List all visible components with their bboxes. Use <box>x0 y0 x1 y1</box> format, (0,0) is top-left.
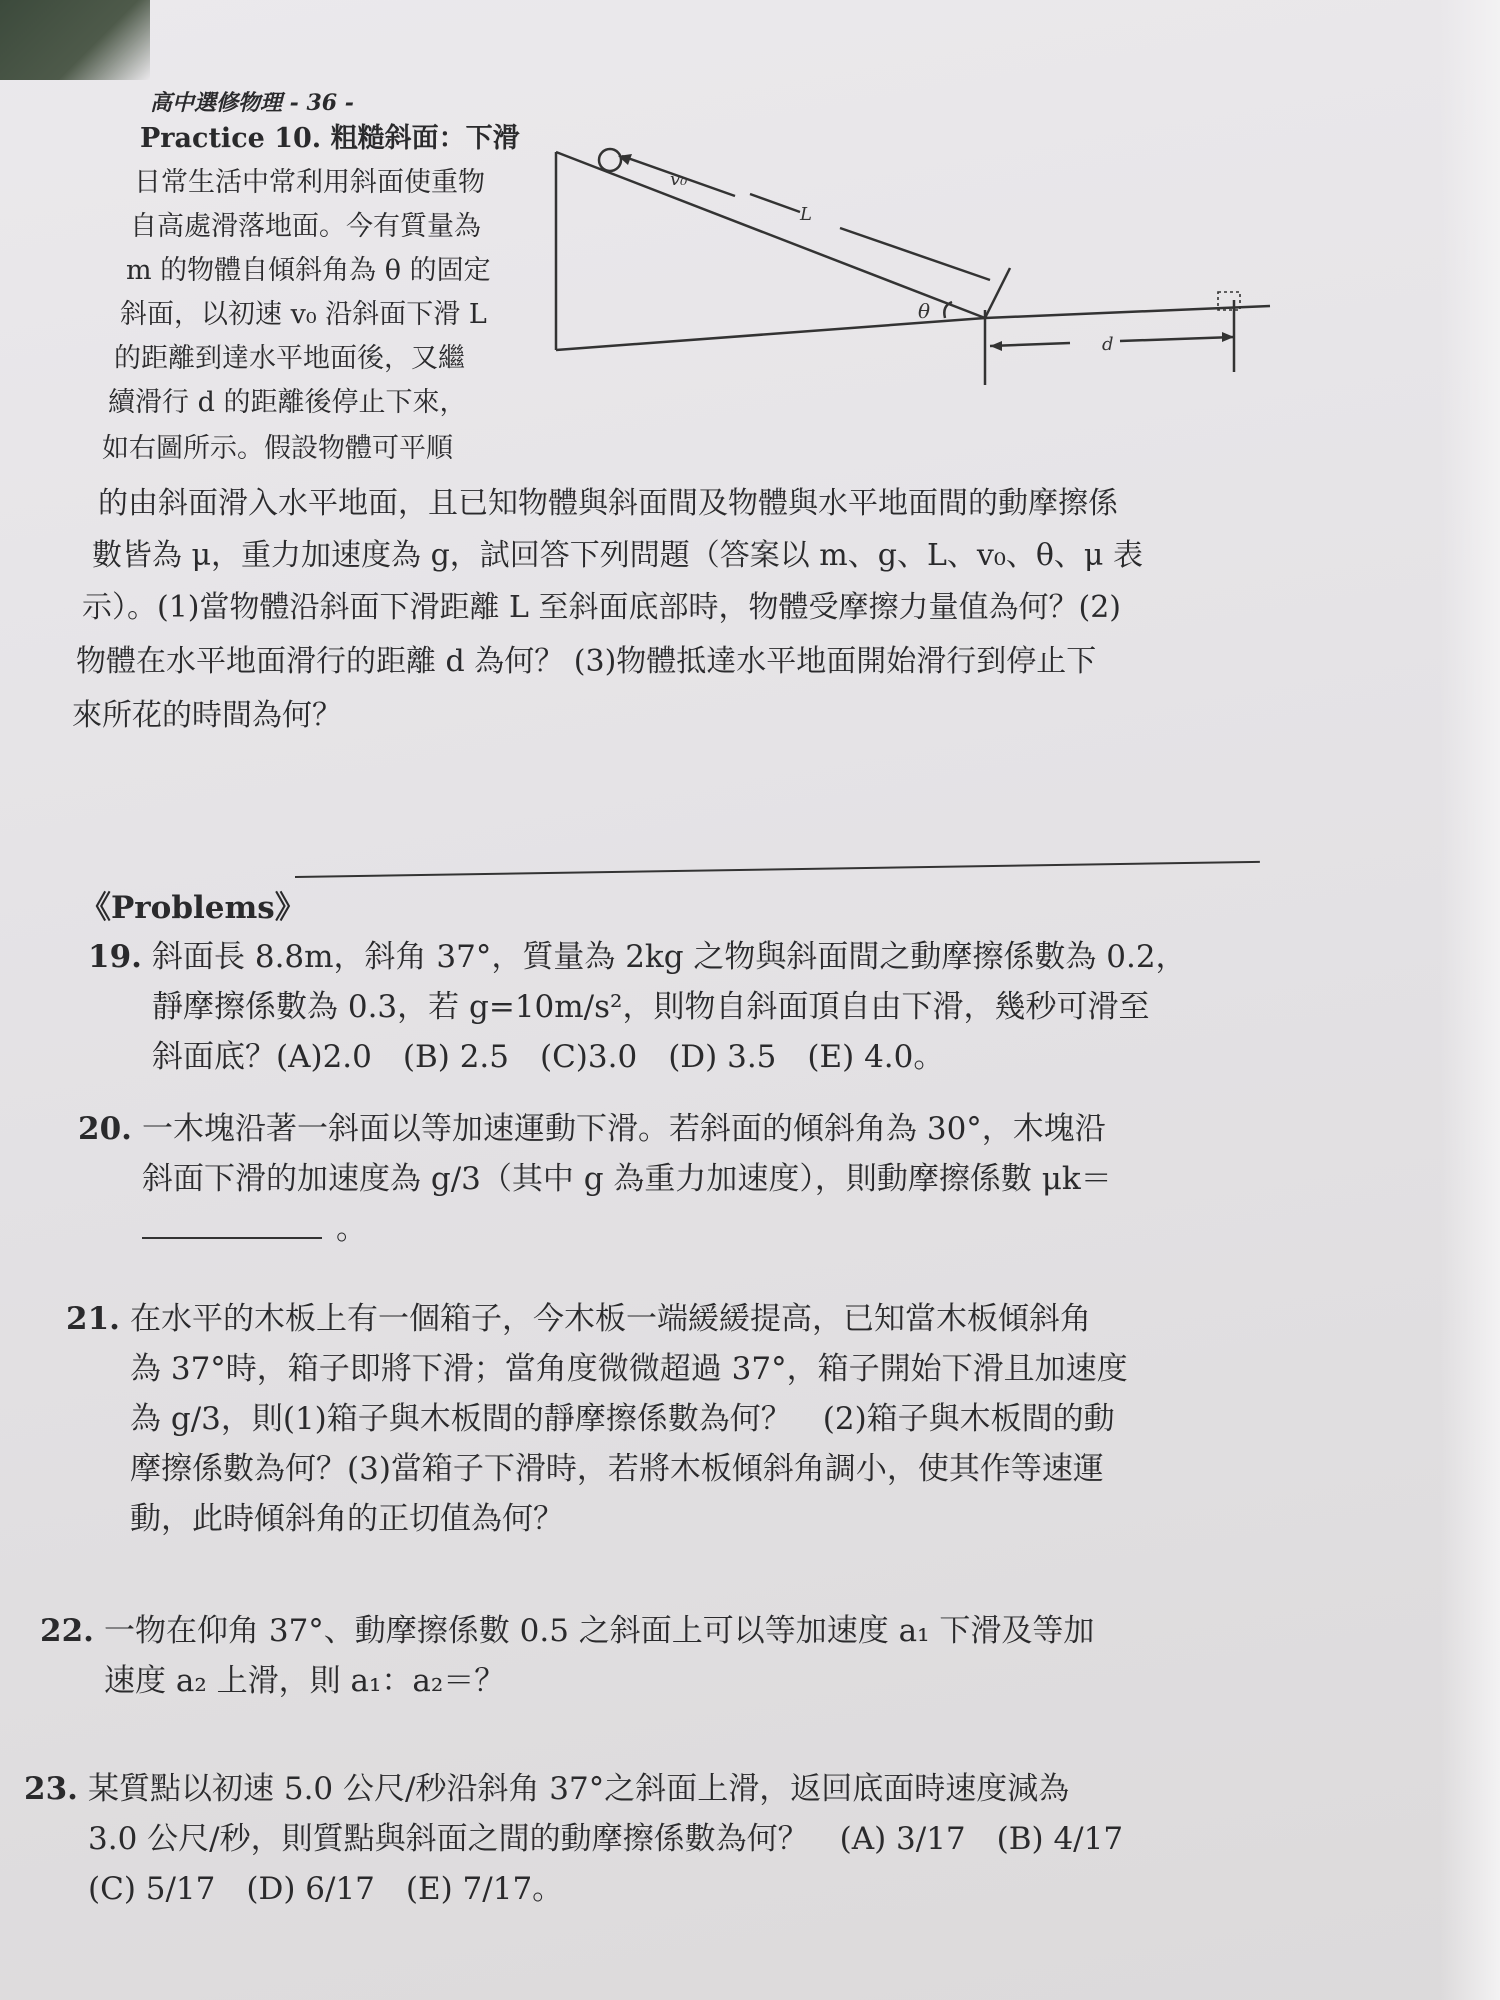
incline-slope <box>556 152 985 318</box>
problem-line: (C) 5/17 (D) 6/17 (E) 7/17。 <box>88 1871 564 1907</box>
problem-line: 動，此時傾斜角的正切值為何？ <box>130 1501 564 1537</box>
problem-line: 某質點以初速 5.0 公尺/秒沿斜角 37°之斜面上滑，返回底面時速度減為 <box>88 1771 1070 1807</box>
problem-line: 一物在仰角 37°、動摩擦係數 0.5 之斜面上可以等加速度 a₁ 下滑及等加 <box>104 1613 1095 1649</box>
ground-line <box>985 306 1270 318</box>
theta-label: θ <box>918 299 931 323</box>
problem-20 <box>78 1104 1112 1254</box>
problem-line: 速度 a₂ 上滑，則 a₁：a₂＝？ <box>104 1663 506 1699</box>
problems-rule <box>295 861 1260 878</box>
problems-heading: 《Problems》 <box>80 890 306 926</box>
problem-number: 22. <box>40 1613 94 1649</box>
problem-line: 摩擦係數為何？(3)當箱子下滑時，若將木板傾斜角調小，使其作等速運 <box>130 1451 1104 1487</box>
problem-line: 斜面下滑的加速度為 g/3（其中 g 為重力加速度），則動摩擦係數 μk＝ <box>142 1161 1112 1197</box>
problem-22 <box>40 1606 1094 1706</box>
practice-text-line: 的距離到達水平地面後，又繼 <box>114 343 465 374</box>
block-start <box>599 149 621 171</box>
d-label: d <box>1102 334 1114 355</box>
practice-text-line: m 的物體自傾斜角為 θ 的固定 <box>126 255 491 286</box>
problem-number: 23. <box>24 1771 78 1807</box>
d-arrowhead-left <box>990 341 1002 351</box>
L-dimension-right <box>840 228 990 280</box>
L-dimension-left <box>750 194 800 212</box>
L-label: L <box>800 204 812 225</box>
problem-21 <box>66 1294 1128 1544</box>
slope-end-mark <box>985 268 1010 318</box>
practice-text-line: 示）。(1)當物體沿斜面下滑距離 L 至斜面底部時，物體受摩擦力量值為何？(2) <box>82 590 1121 625</box>
problem-line: 為 g/3，則(1)箱子與木板間的靜摩擦係數為何？ (2)箱子與木板間的動 <box>130 1401 1115 1437</box>
practice-text-line: 日常生活中常利用斜面使重物 <box>134 167 485 198</box>
practice-text-line: 來所花的時間為何？ <box>72 698 342 733</box>
problem-tail: 。 <box>336 1211 367 1247</box>
problem-line: 斜面長 8.8m，斜角 37°，質量為 2kg 之物與斜面間之動摩擦係數為 0.2， <box>152 939 1187 975</box>
incline-diagram <box>550 110 1290 400</box>
problem-number: 20. <box>78 1111 132 1147</box>
practice-text-line: 物體在水平地面滑行的距離 d 為何？ (3)物體抵達水平地面開始滑行到停止下 <box>76 644 1097 679</box>
problem-line: 為 37°時，箱子即將下滑；當角度微微超過 37°，箱子開始下滑且加速度 <box>130 1351 1128 1387</box>
practice-text-line: 數皆為 μ，重力加速度為 g，試回答下列問題（答案以 m、g、L、v₀、θ、μ 表 <box>92 538 1143 573</box>
problem-line: 一木塊沿著一斜面以等加速運動下滑。若斜面的傾斜角為 30°，木塊沿 <box>142 1111 1106 1147</box>
problem-line: 3.0 公尺/秒，則質點與斜面之間的動摩擦係數為何？ (A) 3/17 (B) 4/17 <box>88 1821 1124 1857</box>
practice-title: Practice 10. 粗糙斜面：下滑 <box>140 123 520 154</box>
page-header: 高中選修物理 - 36 - <box>150 90 354 116</box>
practice-text-line: 續滑行 d 的距離後停止下來， <box>108 387 467 418</box>
d-arrow-right <box>1120 337 1234 341</box>
problem-line: 靜摩擦係數為 0.3，若 g=10m/s²，則物自斜面頂自由下滑，幾秒可滑至 <box>152 989 1150 1025</box>
practice-text-line: 的由斜面滑入水平地面，且已知物體與斜面間及物體與水平地面間的動摩擦係 <box>98 486 1118 521</box>
v0-label: v₀ <box>670 169 688 190</box>
problem-number: 19. <box>88 939 142 975</box>
problem-line: 在水平的木板上有一個箱子，今木板一端緩緩提高，已知當木板傾斜角 <box>130 1301 1091 1337</box>
page-edge-shade <box>1440 0 1500 2000</box>
practice-text-line: 如右圖所示。假設物體可平順 <box>102 433 453 464</box>
d-arrowhead-right <box>1222 332 1234 342</box>
answer-blank <box>142 1237 322 1239</box>
practice-text-line: 自高處滑落地面。今有質量為 <box>130 211 481 242</box>
problem-line: 斜面底？(A)2.0 (B) 2.5 (C)3.0 (D) 3.5 (E) 4.0。 <box>152 1039 945 1075</box>
problem-23 <box>24 1764 1123 1914</box>
practice-text-line: 斜面，以初速 v₀ 沿斜面下滑 L <box>120 299 487 330</box>
problem-19 <box>88 932 1187 1082</box>
problem-number: 21. <box>66 1301 120 1337</box>
background-corner <box>0 0 150 80</box>
